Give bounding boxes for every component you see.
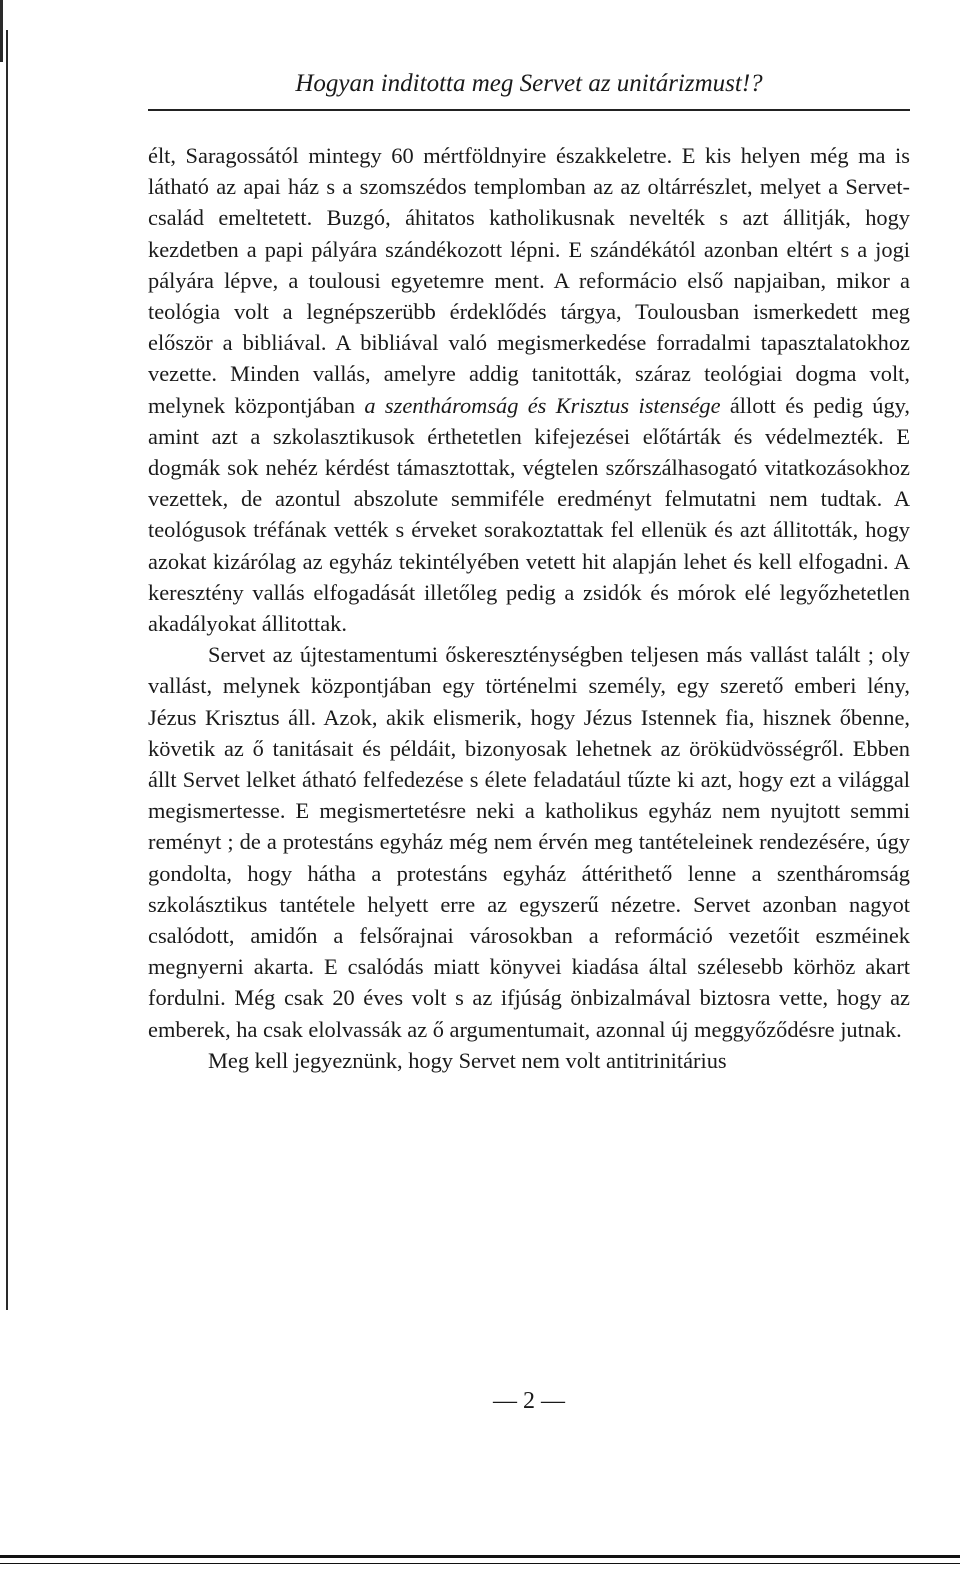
paragraph bbox=[148, 639, 910, 1045]
paragraph-text: Servet az újtestamentumi őskereszténységben teljesen más vallást talált ; oly vallást, melynek központjában egy történelmi személy, egy szerető emberi lény, Jézus Krisztus áll. Azok, akik elismerik, hogy Jézus Istennek fia, hisznek őbenne, követik az ő tanitásait és példáit, bizonyosak lehetnek az öröküdvösségről. Ebben állt Servet lelket átható felfedezése s élete feladatául tűzte ki azt, hogy ezt a világgal megismertesse. E megismertetésre neki a katholikus egyház nem nyujtott semmi reményt ; de a protestáns egyház még nem érvén meg tantételeinek rendezésére, úgy gondolta, hogy hátha a protestáns egyház áttérithető lenne a szentháromság szkolásztikus tantétele helyett erre az egyszerű nézetre. Servet azonban nagyot csalódott, amidőn a felsőrajnai városokban a reformáció vezetőit eszméinek megnyerni akarta. E csalódás miatt könyvei kiadása által szélesebb körhöz akart fordulni. Még csak 20 éves volt s az ifjúság önbizalmával biztosra vette, hogy az emberek, ha csak elolvassák az ő argumentumait, azonnal új meggyőződésre jutnak. bbox=[148, 642, 910, 1042]
paragraph-text: élt, Saragossától mintegy 60 mértföldnyire északkeletre. E kis helyen még ma is látható az apai ház s a szomszédos templomban az az oltárrészlet, melyet a Servet-család emeltetett. Buzgó, áhitatos katholikusnak nevelték s azt állitják, hogy kezdetben a papi pályára szándékozott lépni. E szándékától azonban eltért s a jogi pályára lépve, a toulousi egyetemre ment. A reformácio első napjaiban, mikor a teológia volt a legnépszerübb érdeklődés tárgya, Toulousban ismerkedett meg először a bibliával. A bibliával való megismerkedése forradalmi tapasztalatokhoz vezette. Minden vallás, amelyre addig tanitották, száraz teológiai dogma volt, melynek központjában bbox=[148, 143, 910, 418]
header-rule bbox=[148, 109, 910, 111]
paragraph bbox=[148, 1045, 910, 1076]
paragraph bbox=[148, 140, 910, 639]
paragraph-text: Meg kell jegyeznünk, hogy Servet nem volt antitrinitárius bbox=[208, 1047, 727, 1073]
page-number: — 2 — bbox=[493, 1388, 565, 1414]
emphasis-text: a szentháromság és Krisztus istensége bbox=[364, 392, 721, 418]
paragraph-text: állott és pedig úgy, amint azt a szkolasztikusok érthetetlen kifejezései előtárták és védelmezték. E dogmák sok nehéz kérdést támasztottak, végtelen szőrszálhasogató vitatkozásokhoz vezettek, de azontul abszolute semmiféle eredményt felmutatni nem tudtak. A teológusok tréfának vették s érveket sorakoztattak fel ellenük és azt állitották, hogy azokat kizárólag az egyház tekintélyében vetett hit alapján lehet és kell elfogadni. A keresztény vallás elfogadását illetőleg pedig a zsidók és mórok elé legyőzhetetlen akadályokat állitottak. bbox=[148, 392, 910, 637]
bottom-scan-edge-thin bbox=[0, 1563, 960, 1564]
page-body bbox=[148, 140, 910, 1076]
running-header: Hogyan inditotta meg Servet az unitárizmust!? bbox=[295, 70, 763, 97]
bottom-scan-edge bbox=[0, 1555, 960, 1558]
binding-edge-mark bbox=[0, 0, 3, 62]
binding-edge-line bbox=[6, 30, 8, 1310]
